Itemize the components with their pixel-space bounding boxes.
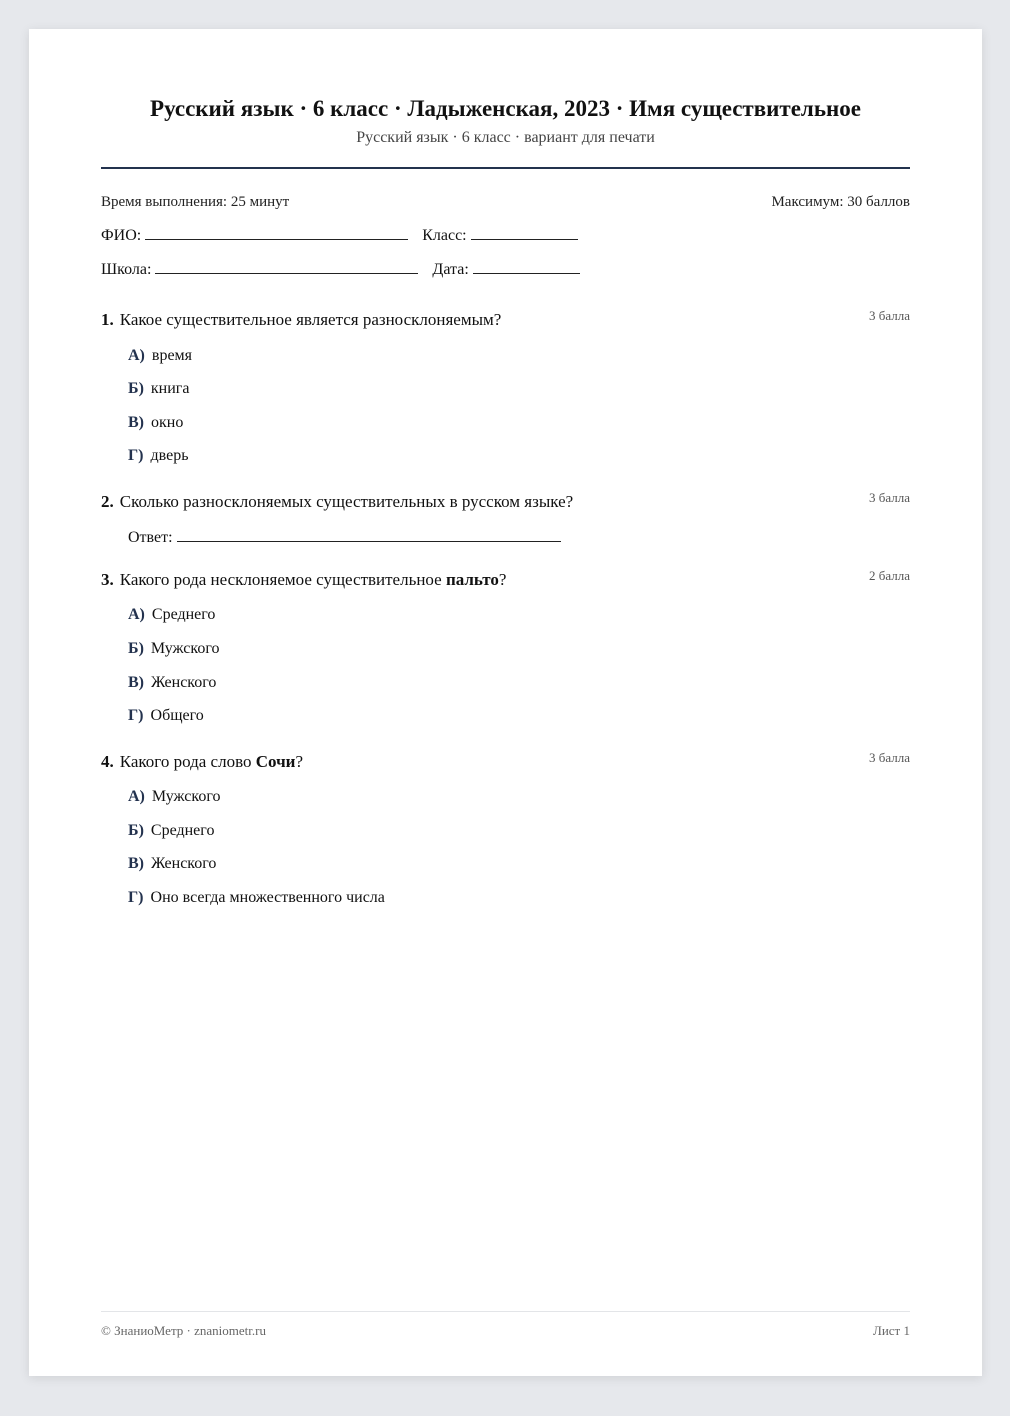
question-number: 2. [101, 492, 114, 511]
school-date-row [101, 259, 910, 280]
option-letter: Б) [128, 380, 144, 397]
fio-field[interactable] [145, 225, 408, 240]
option-b[interactable] [128, 821, 214, 841]
class-label: Класс: [422, 227, 467, 244]
question-text: Какого рода несклоняемое существительное пальто? [119, 570, 507, 589]
option-c[interactable] [128, 854, 216, 874]
question-2 [101, 490, 910, 546]
question-header [101, 751, 910, 773]
question-4 [101, 750, 910, 906]
footer-copyright: © ЗнаниоМетр · znaniometr.ru [101, 1323, 266, 1338]
date-field[interactable] [473, 259, 580, 274]
option-text: книга [150, 380, 190, 397]
option-text: Мужского [151, 788, 221, 805]
option-a[interactable] [128, 605, 215, 625]
question-text: Какого рода слово Сочи? [119, 752, 304, 771]
option-letter: Б) [128, 640, 144, 657]
question-number: 1. [101, 310, 114, 329]
answer-row [128, 527, 561, 548]
footer-divider [101, 1311, 910, 1312]
option-text: Женского [151, 674, 217, 691]
option-text: дверь [150, 447, 189, 464]
question-header [101, 491, 910, 513]
worksheet-page [29, 29, 982, 1376]
time-limit: Время выполнения: 25 минут [101, 194, 290, 210]
question-points: 3 балла [869, 308, 910, 323]
question-header [101, 569, 910, 591]
name-class-row [101, 225, 910, 246]
option-a[interactable] [128, 346, 192, 366]
question-text: Сколько разносклоняемых существительных в русском языке? [119, 492, 574, 511]
option-letter: А) [128, 347, 145, 364]
option-letter: Г) [128, 889, 144, 906]
school-label: Школа: [101, 261, 152, 278]
page-title: Русский язык · 6 класс · Ладыженская, 2023 · Имя существительное [150, 96, 861, 121]
option-d[interactable] [128, 446, 189, 466]
date-label: Дата: [432, 261, 469, 278]
page-subtitle: Русский язык · 6 класс · вариант для печати [356, 129, 655, 146]
option-letter: А) [128, 788, 145, 805]
option-text: Среднего [150, 822, 215, 839]
page-footer [101, 1323, 910, 1339]
question-3 [101, 568, 910, 724]
keyword: пальто [445, 570, 499, 589]
question-1 [101, 308, 910, 464]
answer-label: Ответ: [128, 529, 173, 546]
worksheet-header [101, 95, 910, 148]
question-points: 3 балла [869, 750, 910, 765]
option-text: Оно всегда множественного числа [150, 889, 385, 906]
option-letter: Г) [128, 447, 144, 464]
answer-field[interactable] [177, 527, 561, 542]
option-text: время [151, 347, 193, 364]
option-text: Женского [151, 855, 217, 872]
option-c[interactable] [128, 673, 216, 693]
page-number: Лист 1 [873, 1323, 910, 1338]
option-a[interactable] [128, 787, 221, 807]
question-text: Какое существительное является разносклоняемым? [119, 310, 502, 329]
question-number: 4. [101, 752, 114, 771]
option-letter: В) [128, 674, 144, 691]
option-letter: В) [128, 414, 144, 431]
option-letter: Г) [128, 707, 144, 724]
question-points: 3 балла [869, 490, 910, 505]
option-text: Общего [150, 707, 204, 724]
header-divider [101, 167, 910, 169]
option-text: Мужского [150, 640, 220, 657]
option-letter: В) [128, 855, 144, 872]
option-letter: Б) [128, 822, 144, 839]
option-text: Среднего [151, 606, 216, 623]
class-field[interactable] [471, 225, 578, 240]
option-b[interactable] [128, 379, 189, 399]
option-d[interactable] [128, 888, 385, 908]
option-d[interactable] [128, 706, 204, 726]
option-letter: А) [128, 606, 145, 623]
question-points: 2 балла [869, 568, 910, 583]
max-score: Максимум: 30 баллов [771, 194, 910, 210]
option-text: окно [151, 414, 184, 431]
option-b[interactable] [128, 639, 220, 659]
fio-label: ФИО: [101, 227, 142, 244]
option-c[interactable] [128, 413, 183, 433]
question-header [101, 309, 910, 331]
keyword: Сочи [255, 752, 296, 771]
school-field[interactable] [155, 259, 418, 274]
question-number: 3. [101, 570, 114, 589]
